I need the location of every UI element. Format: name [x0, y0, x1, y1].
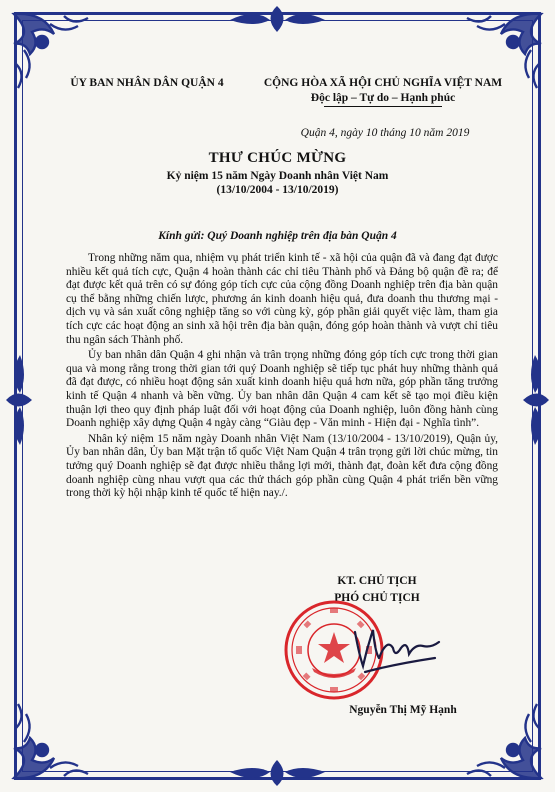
signer-role-1: KT. CHỦ TỊCH	[337, 575, 417, 587]
edge-ornament-icon	[210, 756, 345, 790]
corner-ornament-icon	[4, 696, 96, 788]
motto-underline	[324, 106, 442, 107]
national-header	[248, 77, 518, 107]
signer-name: Nguyễn Thị Mỹ Hạnh	[349, 704, 457, 716]
edge-ornament-icon	[210, 2, 345, 36]
document-title: THƯ CHÚC MỪNG	[208, 150, 347, 166]
document-dates: (13/10/2004 - 13/10/2019)	[216, 184, 339, 196]
edge-ornament-icon	[2, 345, 36, 455]
document-subtitle: Kỷ niệm 15 năm Ngày Doanh nhân Việt Nam	[166, 170, 389, 182]
letter-body	[66, 252, 498, 503]
title-block	[60, 150, 495, 196]
national-motto: Độc lập – Tự do – Hạnh phúc	[310, 92, 456, 104]
handwritten-signature-icon	[345, 618, 445, 678]
signer-role-2: PHÓ CHỦ TỊCH	[334, 592, 420, 604]
recipient-line: Kính gửi: Quý Doanh nghiệp trên địa bàn Quận 4	[158, 230, 397, 242]
edge-ornament-icon	[519, 345, 553, 455]
body-paragraph: Trong những năm qua, nhiệm vụ phát triển kinh tế - xã hội của quận đã và đang đạt được nhiều kết quả tích cực, Quận 4 hoàn thành các chỉ tiêu Thành phố và Đảng bộ quận đề ra; để đạt được kết quả trên có sự đóng góp tích cực của cộng đồng Doanh nghiệp trên địa bàn quận cụ thể bằng những chiến lược, phương án kinh doanh hiệu quả, đưa doanh thu thương mại - dịch vụ và sản xuất công nghiệp tăng so với cùng kỳ, góp phần giải quyết việc làm, tham gia tích cực các hoạt động an sinh xã hội trên địa bàn quận, đóng góp hoàn thành và vượt chỉ tiêu thu ngân sách Thành phố.	[66, 252, 498, 346]
body-paragraph: Nhân kỷ niệm 15 năm ngày Doanh nhân Việt Nam (13/10/2004 - 13/10/2019), Quận ủy, Ủy ban nhân dân, Ủy ban Mặt trận tổ quốc Việt Nam Quận 4 trân trọng gửi lời chúc mừng, tin tưởng quý Doanh nghiệp sẽ đạt được nhiều thắng lợi mới, thành đạt, đoàn kết đưa cộng đồng doanh nghiệp cùng nhau vượt qua các thử thách góp phần cùng Quận 4 phát triển bền vững trong thời kỳ hội nhập kinh tế quốc tế hiện nay./.	[66, 432, 498, 500]
issuing-authority: ỦY BAN NHÂN DÂN QUẬN 4	[70, 77, 224, 89]
national-title: CỘNG HÒA XÃ HỘI CHỦ NGHĨA VIỆT NAM	[263, 77, 503, 89]
body-paragraph: Ủy ban nhân dân Quận 4 ghi nhận và trân trọng những đóng góp tích cực trong thời gian qua và mong rằng trong thời gian tới quý Doanh nghiệp sẽ tiếp tục phát huy những thành quả đã đạt được, có nhiều hoạt động sản xuất kinh doanh hiệu quả hơn nữa, góp phần tăng trưởng kinh tế Quận 4 nhanh và bền vững. Ủy ban nhân dân Quận 4 cam kết sẽ tạo mọi điều kiện thuận lợi theo quy định pháp luật đối với hoạt động của Doanh nghiệp, luôn đồng hành cùng Doanh nghiệp xây dựng Quận 4 ngày càng “Giàu đẹp - Văn minh - Hiện đại - Nghĩa tình”.	[66, 349, 498, 430]
date-line: Quận 4, ngày 10 tháng 10 năm 2019	[300, 127, 470, 139]
